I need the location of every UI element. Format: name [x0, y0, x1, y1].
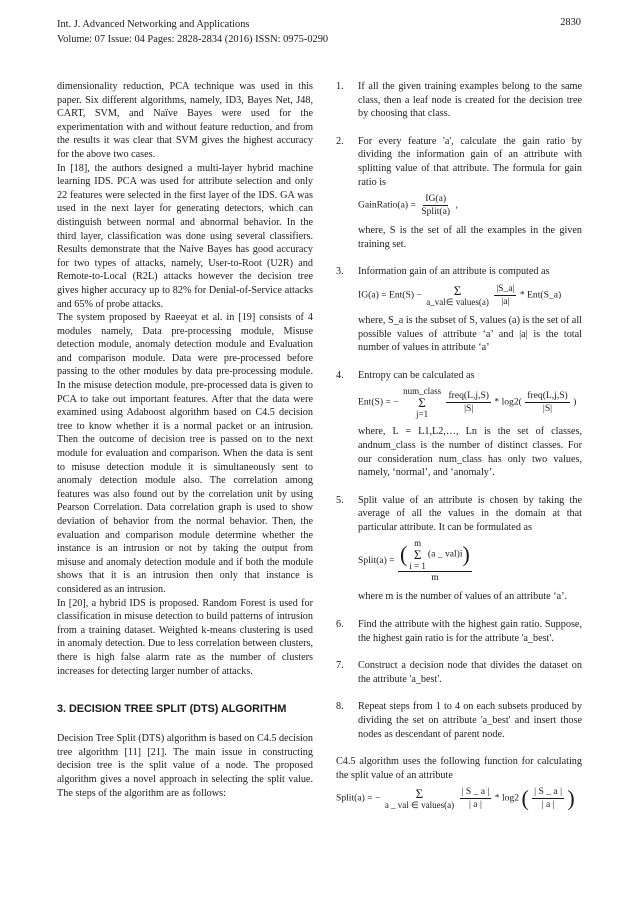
- step-text: For every feature 'a', calculate the gain ratio by dividing the information gain of an attribute with splitting value of that attribute. The formula for gain ratio is: [358, 135, 582, 188]
- section-title: 3. DECISION TREE SPLIT (DTS) ALGORITHM: [57, 703, 287, 716]
- algorithm-step: [336, 494, 582, 604]
- step-number: 1.: [336, 81, 344, 92]
- paragraph: Decision Tree Split (DTS) algorithm is based on C4.5 decision tree algorithm [11] [21]. The main issue in constructing decision tree is the split value of a node. The proposed algorithm gives a novel approach in selecting the split value. The steps of the algorithm are as follows:: [57, 733, 313, 799]
- step-text: Repeat steps from 1 to 4 on each subsets produced by dividing the set on attribute 'a_best' and insert those nodes as descendant of parent node.: [358, 701, 582, 740]
- step-number: 7.: [336, 660, 344, 672]
- step-text: Find the attribute with the highest gain ratio. Suppose, the highest gain ratio is for the attribute 'a_best'.: [358, 619, 582, 644]
- algorithm-step: [336, 700, 582, 741]
- running-header: [57, 17, 328, 47]
- step-number: 6.: [336, 619, 344, 631]
- left-column: [57, 80, 313, 800]
- algorithm-step: [336, 659, 582, 686]
- algorithm-step: [336, 618, 582, 645]
- right-column: [336, 80, 582, 817]
- step-number: 8.: [336, 701, 344, 713]
- paragraph: The system proposed by Raeeyat et al. in [19] consists of 4 modules namely, Data pre-processing module, Misuse detection module, anomaly detection module and Evaluation and comparison module. Data were pre-processed before passing to the other modules by data pre-processing module. In the misuse detection module, pre-processed data is given to PCA to take out important features. After that the data were examined using Adaboost algorithm based on C4.5 decision tree to know whether it is a normal packet or an intrusion. Then the outcome of decision tree is passed on to the next module for evaluation and comparison. When the data is sent to misuse detection module it is simultaneously sent to anomaly detection module also. The correlation among features was also found out by the correlation unit by using Pearson Correlation. Data correlation graph is used to show deviation of behavior from the normal behavior. Then, the evaluation and comparison module determine whether the instance is an intrusion or not by taking the output from misuse and anomaly detection module and if both the module shows that it is an intrusion then only that instance is considered as an intrusion.: [57, 312, 313, 595]
- algorithm-step: [336, 265, 582, 354]
- algorithm-step: [336, 369, 582, 480]
- step-number: 2.: [336, 135, 344, 147]
- step-text: Entropy can be calculated as: [358, 369, 475, 381]
- step-text: Split value of an attribute is chosen by taking the average of all the values in the domain at that particular attribute. It can be formulated as: [358, 494, 582, 533]
- step-text: Construct a decision node that divides the dataset on the attribute 'a_best'.: [358, 660, 582, 685]
- journal-volume: Volume: 07 Issue: 04 Pages: 2828-2834 (2016) ISSN: 0975-0290: [57, 34, 329, 45]
- journal-name: Int. J. Advanced Networking and Applications: [57, 19, 250, 30]
- step-text: Information gain of an attribute is computed as: [358, 266, 550, 278]
- step-note: where, L = L1,L2,…, Ln is the set of classes, andnum_class is the number of distinct classes. For our consideration num_class has only two values, namely, ‘normal’, and ‘anomaly’.: [358, 426, 582, 479]
- step-note: where, S is the set of all the examples in the given training set.: [358, 225, 582, 250]
- algorithm-step: [336, 135, 582, 252]
- split-value-formula: Split(a) = ( m Σ i = 1 (a _ val)i) m: [358, 538, 470, 584]
- entropy-formula: Ent(S) = − num_class Σ j=1 $\frac{\text{freq(L,j,S)}}{|S|}$ * log2( $\frac{\text{freq(L,j,S)}}{|S|}$ ): [358, 386, 577, 420]
- algorithm-step: [336, 80, 582, 121]
- paragraph: In [18], the authors designed a multi-layer hybrid machine learning IDS. PCA was used for attribute selection and only 22 features were selected in the first layer of the IDS. GA was used in the next layer for generating detectors, which can distinguish between normal and abnormal behavior. In the third layer, classification was done using several classifiers. Results demonstrate that the Naive Bayes has good accuracy for two types of attacks, namely, User-to-Root (U2R) and Remote-to-Local (R2L) attacks however the decision tree gives higher accuracy up to 82% for Denial-of-Service attacks and 65% of probe attacks.: [57, 162, 313, 310]
- paragraph: In [20], a hybrid IDS is proposed. Random Forest is used for classification in misuse detection to build patterns of intrusion from a training dataset. Weighted k-means clustering is used in anomaly detection. Due to less correlation between clusters, there is high false alarm rate as the number of clusters increases for detecting larger number of attacks.: [57, 597, 313, 677]
- step-note: where, S_a is the subset of S, values (a) is the set of all possible values of attribute ‘a’ and |a| is the total number of values in attribute ‘a’: [358, 314, 582, 354]
- gain-ratio-formula: GainRatio(a) = $\frac{IG(a)}{\text{Split(a)}}$ ,: [358, 193, 458, 218]
- closing-paragraph: C4.5 algorithm uses the following function for calculating the split value of an attribute: [336, 756, 582, 781]
- c45-split-formula: Split(a) = − Σ a _ val ∈ values(a) $\frac{| S \_ a |}{| a |}$ * log2 ( $\frac{| S \_ a |}{| a |}$ ): [336, 785, 575, 811]
- step-number: 5.: [336, 494, 344, 506]
- page-number: 2830: [560, 17, 581, 28]
- step-number: 4.: [336, 369, 344, 381]
- information-gain-formula: IG(a) = Ent(S) − Σ a_val∈ values(a) $\frac{|S\_a|}{|a|}$ * Ent(S_a): [358, 282, 562, 307]
- step-note: where m is the number of values of an attribute ‘a’.: [358, 591, 568, 603]
- step-number: 3.: [336, 266, 344, 278]
- step-text: If all the given training examples belong to the same class, then a leaf node is created for the decision tree by choosing that class.: [358, 81, 582, 120]
- paragraph: dimensionality reduction, PCA technique was used in this paper. Six different algorithms, namely, ID3, Bayes Net, J48, CART, SVM, and Naïve Bayes were used for the experimentation with and without feature reduction, and from the results it was clear that SVM gives the highest accuracy for the above two cases.: [57, 81, 313, 160]
